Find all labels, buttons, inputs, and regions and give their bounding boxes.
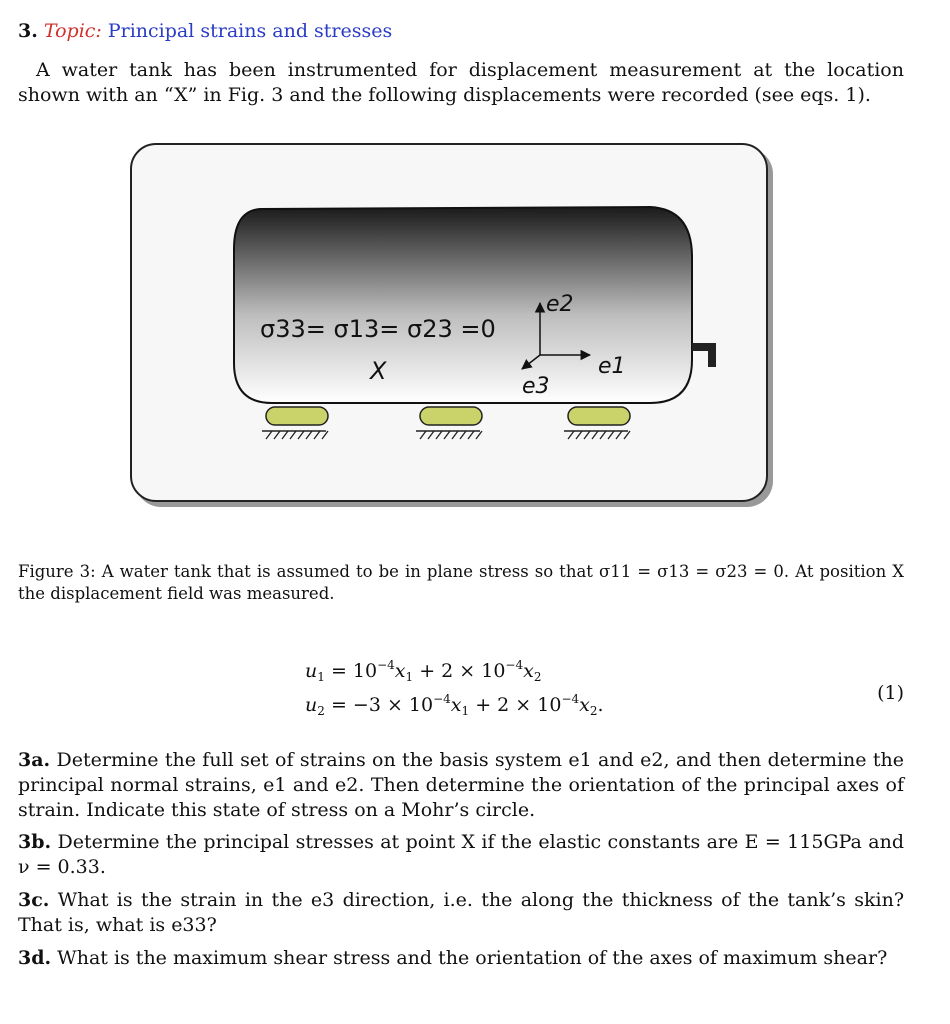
question-text: What is the maximum shear stress and the orientation of the axes of maximum shear? xyxy=(57,947,888,969)
tank-figure xyxy=(130,143,768,502)
question-text: Determine the full set of strains on the basis system e1 and e2, and then determine the principal normal strains, e1 and e2. Then determine the orientation of the principal axes of strain. Indicate this state of stress on a Mohr’s circle. xyxy=(18,749,904,821)
topic-label: Topic: xyxy=(43,20,102,42)
topic-title: Principal strains and stresses xyxy=(107,20,393,42)
question-3c xyxy=(18,888,904,938)
equation-u1: $u_1 = 10^{-4}x_1 + 2 \times 10^{-4}x_2$ xyxy=(305,658,542,684)
tank-nozzle xyxy=(692,343,716,367)
question-text: Determine the principal stresses at point X if the elastic constants are E = 115GPa and ν = 0.33. xyxy=(18,831,904,878)
axis-e3-label: e3 xyxy=(522,374,550,399)
question-3d xyxy=(18,946,904,971)
question-text: What is the strain in the e3 direction, i.e. the along the thickness of the tank’s skin? That is, what is e33? xyxy=(18,889,905,936)
intro-paragraph: A water tank has been instrumented for displacement measurement at the location shown with an “X” in Fig. 3 and the following displacements were recorded (see eqs. 1). xyxy=(18,59,904,106)
figure-caption: Figure 3: A water tank that is assumed to be in plane stress so that σ11 = σ13 = σ23 = 0. At position X the displacement field was measured. xyxy=(18,562,904,603)
question-3b xyxy=(18,830,904,880)
support-left xyxy=(262,407,328,439)
question-3a xyxy=(18,748,904,823)
question-label: 3b. xyxy=(18,831,52,853)
equation-number: (1) xyxy=(877,682,904,704)
tank-diagram xyxy=(132,145,766,500)
displacement-equations xyxy=(305,658,604,726)
problem-heading xyxy=(18,20,392,42)
position-x-label: X xyxy=(370,357,387,385)
equation-u2: $u_2 = -3 \times 10^{-4}x_1 + 2 \times 10^{-4}x_2$. xyxy=(305,692,604,718)
support-right xyxy=(564,407,630,439)
axis-e2-label: e2 xyxy=(546,292,574,317)
problem-number: 3. xyxy=(18,20,38,42)
question-label: 3d. xyxy=(18,947,52,969)
support-middle xyxy=(416,407,482,439)
stress-label: σ33= σ13= σ23 =0 xyxy=(260,315,496,343)
question-label: 3c. xyxy=(18,889,50,911)
axis-e1-label: e1 xyxy=(598,354,626,379)
question-label: 3a. xyxy=(18,749,51,771)
